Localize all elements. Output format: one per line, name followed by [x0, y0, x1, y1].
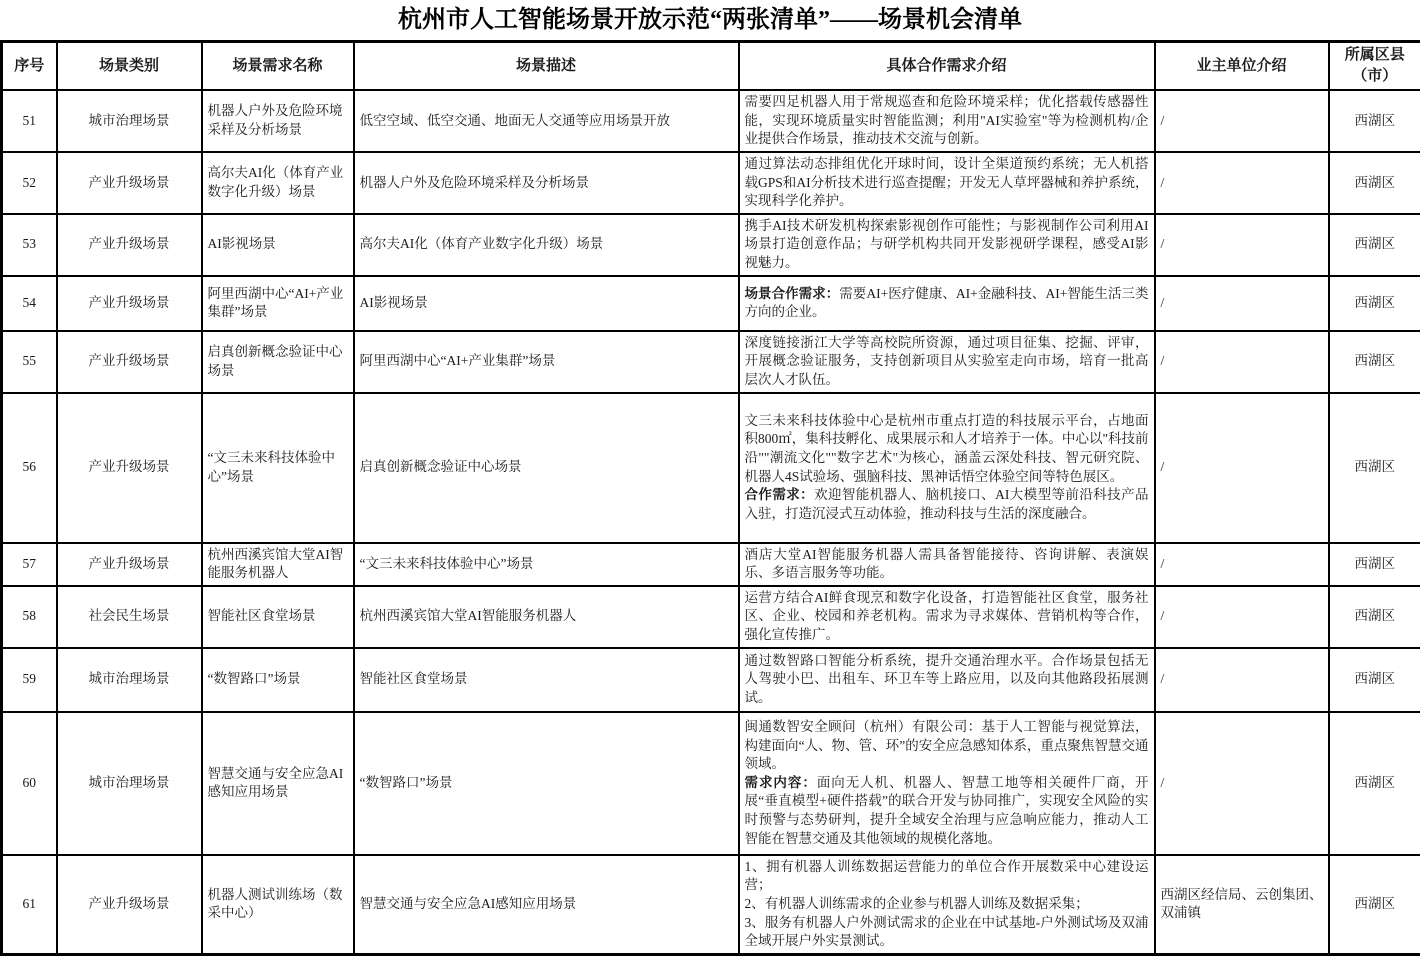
- cell-no: 52: [2, 152, 57, 214]
- cooperation-paragraph: 携手AI技术研发机构探索影视创作可能性；与影视制作公司利用AI场景打造创意作品；与研学机构共同开发影视研学课程，感受AI影视魅力。: [745, 217, 1149, 273]
- cell-description: 智慧交通与安全应急AI感知应用场景: [354, 855, 739, 955]
- cell-district: 西湖区: [1329, 214, 1420, 276]
- cell-scene-name: 智能社区食堂场景: [202, 586, 354, 648]
- cooperation-paragraph: 文三未来科技体验中心是杭州市重点打造的科技展示平台，占地面积800㎡，集科技孵化、成果展示和人才培养于一体。中心以"科技前沿""潮流文化""数字艺术"为核心，涵盖云深处科技、智元研究院、机器人4S试验场、强脑科技、黑神话悟空体验空间等特色展区。: [745, 412, 1149, 487]
- table-row: [2, 648, 1420, 712]
- cell-scene-name: 机器人户外及危险环境采样及分析场景: [202, 90, 354, 152]
- cell-description: 启真创新概念验证中心场景: [354, 393, 739, 543]
- table-row: [2, 543, 1420, 586]
- cooperation-paragraph: 酒店大堂AI智能服务机器人需具备智能接待、咨询讲解、表演娱乐、多语言服务等功能。: [745, 546, 1149, 583]
- table-row: [2, 152, 1420, 214]
- cell-scene-name: 阿里西湖中心“AI+产业集群”场景: [202, 276, 354, 331]
- cell-category: 产业升级场景: [57, 331, 202, 393]
- page-title: 杭州市人工智能场景开放示范“两张清单”——场景机会清单: [0, 0, 1420, 40]
- cooperation-paragraph: 3、服务有机器人户外测试需求的企业在中试基地-户外测试场及双浦全域开展户外实景测试。: [745, 914, 1149, 951]
- cell-category: 产业升级场景: [57, 152, 202, 214]
- cell-description: 高尔夫AI化（体育产业数字化升级）场景: [354, 214, 739, 276]
- cell-category: 社会民生场景: [57, 586, 202, 648]
- table-row: [2, 855, 1420, 955]
- cell-district: 西湖区: [1329, 276, 1420, 331]
- cell-category: 产业升级场景: [57, 543, 202, 586]
- cooperation-paragraph: 通过算法动态排组优化开球时间，设计全渠道预约系统；无人机搭载GPS和AI分析技术进行巡查提醒；开发无人草坪器械和养护系统，实现科学化养护。: [745, 155, 1149, 211]
- cooperation-bold-label: 合作需求：: [745, 487, 815, 502]
- cell-category: 产业升级场景: [57, 214, 202, 276]
- cell-district: 西湖区: [1329, 712, 1420, 855]
- cooperation-paragraph: 1、拥有机器人训练数据运营能力的单位合作开展数采中心建设运营；: [745, 858, 1149, 895]
- cell-category: 产业升级场景: [57, 855, 202, 955]
- cell-scene-name: 启真创新概念验证中心场景: [202, 331, 354, 393]
- cell-district: 西湖区: [1329, 543, 1420, 586]
- cell-cooperation: [739, 712, 1155, 855]
- cooperation-bold-label: 需求内容：: [745, 775, 817, 790]
- cell-no: 56: [2, 393, 57, 543]
- cooperation-paragraph: 深度链接浙江大学等高校院所资源，通过项目征集、挖掘、评审，开展概念验证服务，支持创新项目从实验室走向市场，培育一批高层次人才队伍。: [745, 334, 1149, 390]
- cell-no: 59: [2, 648, 57, 712]
- cell-owner: /: [1155, 90, 1329, 152]
- cell-no: 61: [2, 855, 57, 955]
- cell-owner: /: [1155, 393, 1329, 543]
- table-row: [2, 276, 1420, 331]
- cell-no: 53: [2, 214, 57, 276]
- cell-description: “文三未来科技体验中心”场景: [354, 543, 739, 586]
- cell-no: 60: [2, 712, 57, 855]
- cell-cooperation: [739, 586, 1155, 648]
- cooperation-paragraph: 合作需求：欢迎智能机器人、脑机接口、AI大模型等前沿科技产品入驻，打造沉浸式互动体验，推动科技与生活的深度融合。: [745, 486, 1149, 523]
- table-body: [2, 90, 1420, 955]
- cooperation-paragraph: 2、有机器人训练需求的企业参与机器人训练及数据采集；: [745, 895, 1149, 914]
- cell-scene-name: 高尔夫AI化（体育产业数字化升级）场景: [202, 152, 354, 214]
- cell-owner: /: [1155, 276, 1329, 331]
- cooperation-paragraph: 需要四足机器人用于常规巡查和危险环境采样；优化搭载传感器性能，实现环境质量实时智能监测；利用"AI实验室"等为检测机构/企业提供合作场景，推动技术交流与创新。: [745, 93, 1149, 149]
- cooperation-paragraph: 运营方结合AI鲜食现烹和数字化设备，打造智能社区食堂，服务社区、企业、校园和养老机构。需求为寻求媒体、营销机构等合作，强化宣传推广。: [745, 589, 1149, 645]
- column-header-no: 序号: [2, 42, 57, 91]
- cooperation-paragraph: 场景合作需求：需要AI+医疗健康、AI+金融科技、AI+智能生活三类方向的企业。: [745, 285, 1149, 322]
- cell-owner: /: [1155, 214, 1329, 276]
- table-row: [2, 393, 1420, 543]
- cell-description: 机器人户外及危险环境采样及分析场景: [354, 152, 739, 214]
- cell-category: 城市治理场景: [57, 90, 202, 152]
- column-header-owner: 业主单位介绍: [1155, 42, 1329, 91]
- cell-cooperation: [739, 331, 1155, 393]
- cell-description: AI影视场景: [354, 276, 739, 331]
- cell-scene-name: AI影视场景: [202, 214, 354, 276]
- cell-cooperation: [739, 214, 1155, 276]
- cell-district: 西湖区: [1329, 648, 1420, 712]
- cell-district: 西湖区: [1329, 393, 1420, 543]
- cell-category: 城市治理场景: [57, 712, 202, 855]
- cooperation-paragraph: 通过数智路口智能分析系统，提升交通治理水平。合作场景包括无人驾驶小巴、出租车、环卫车等上路应用，以及向其他路段拓展测试。: [745, 652, 1149, 708]
- cell-district: 西湖区: [1329, 90, 1420, 152]
- cell-description: “数智路口”场景: [354, 712, 739, 855]
- table-row: [2, 331, 1420, 393]
- cell-description: 低空空域、低空交通、地面无人交通等应用场景开放: [354, 90, 739, 152]
- cell-cooperation: [739, 855, 1155, 955]
- cell-owner: /: [1155, 648, 1329, 712]
- cell-no: 55: [2, 331, 57, 393]
- cell-district: 西湖区: [1329, 152, 1420, 214]
- cell-category: 城市治理场景: [57, 648, 202, 712]
- cell-no: 58: [2, 586, 57, 648]
- cell-description: 阿里西湖中心“AI+产业集群”场景: [354, 331, 739, 393]
- cell-cooperation: [739, 90, 1155, 152]
- cell-category: 产业升级场景: [57, 393, 202, 543]
- cell-owner: /: [1155, 152, 1329, 214]
- table-row: [2, 586, 1420, 648]
- table-row: [2, 214, 1420, 276]
- cell-cooperation: [739, 276, 1155, 331]
- cell-cooperation: [739, 393, 1155, 543]
- cooperation-bold-label: 场景合作需求：: [745, 286, 840, 301]
- cell-description: 智能社区食堂场景: [354, 648, 739, 712]
- table-row: [2, 712, 1420, 855]
- column-header-cooperation: 具体合作需求介绍: [739, 42, 1155, 91]
- cell-cooperation: [739, 543, 1155, 586]
- cell-cooperation: [739, 648, 1155, 712]
- column-header-category: 场景类别: [57, 42, 202, 91]
- column-header-description: 场景描述: [354, 42, 739, 91]
- cooperation-paragraph: 需求内容：面向无人机、机器人、智慧工地等相关硬件厂商，开展“垂直模型+硬件搭载”的联合开发与协同推广，实现安全风险的实时预警与态势研判，提升全域安全治理与应急响应能力，推动人工智能在智慧交通及其他领域的规模化落地。: [745, 774, 1149, 849]
- cell-scene-name: “文三未来科技体验中心”场景: [202, 393, 354, 543]
- cell-owner: /: [1155, 331, 1329, 393]
- table-header: [2, 42, 1420, 91]
- cooperation-paragraph: 闽通数智安全顾问（杭州）有限公司：基于人工智能与视觉算法，构建面向“人、物、管、环”的安全应急感知体系，重点聚焦智慧交通领域。: [745, 718, 1149, 774]
- cell-owner: /: [1155, 543, 1329, 586]
- cell-owner: /: [1155, 586, 1329, 648]
- cell-no: 57: [2, 543, 57, 586]
- cell-owner: /: [1155, 712, 1329, 855]
- column-header-scene-name: 场景需求名称: [202, 42, 354, 91]
- column-header-district: 所属区县（市）: [1329, 42, 1420, 91]
- header-row: [2, 42, 1420, 91]
- cell-district: 西湖区: [1329, 586, 1420, 648]
- cell-scene-name: “数智路口”场景: [202, 648, 354, 712]
- cell-scene-name: 智慧交通与安全应急AI感知应用场景: [202, 712, 354, 855]
- cell-category: 产业升级场景: [57, 276, 202, 331]
- cell-cooperation: [739, 152, 1155, 214]
- cell-description: 杭州西溪宾馆大堂AI智能服务机器人: [354, 586, 739, 648]
- table-row: [2, 90, 1420, 152]
- cell-no: 54: [2, 276, 57, 331]
- cell-owner: 西湖区经信局、云创集团、双浦镇: [1155, 855, 1329, 955]
- cell-scene-name: 杭州西溪宾馆大堂AI智能服务机器人: [202, 543, 354, 586]
- cell-district: 西湖区: [1329, 331, 1420, 393]
- cell-no: 51: [2, 90, 57, 152]
- cell-district: 西湖区: [1329, 855, 1420, 955]
- scene-opportunity-table: [0, 40, 1420, 956]
- cell-scene-name: 机器人测试训练场（数采中心）: [202, 855, 354, 955]
